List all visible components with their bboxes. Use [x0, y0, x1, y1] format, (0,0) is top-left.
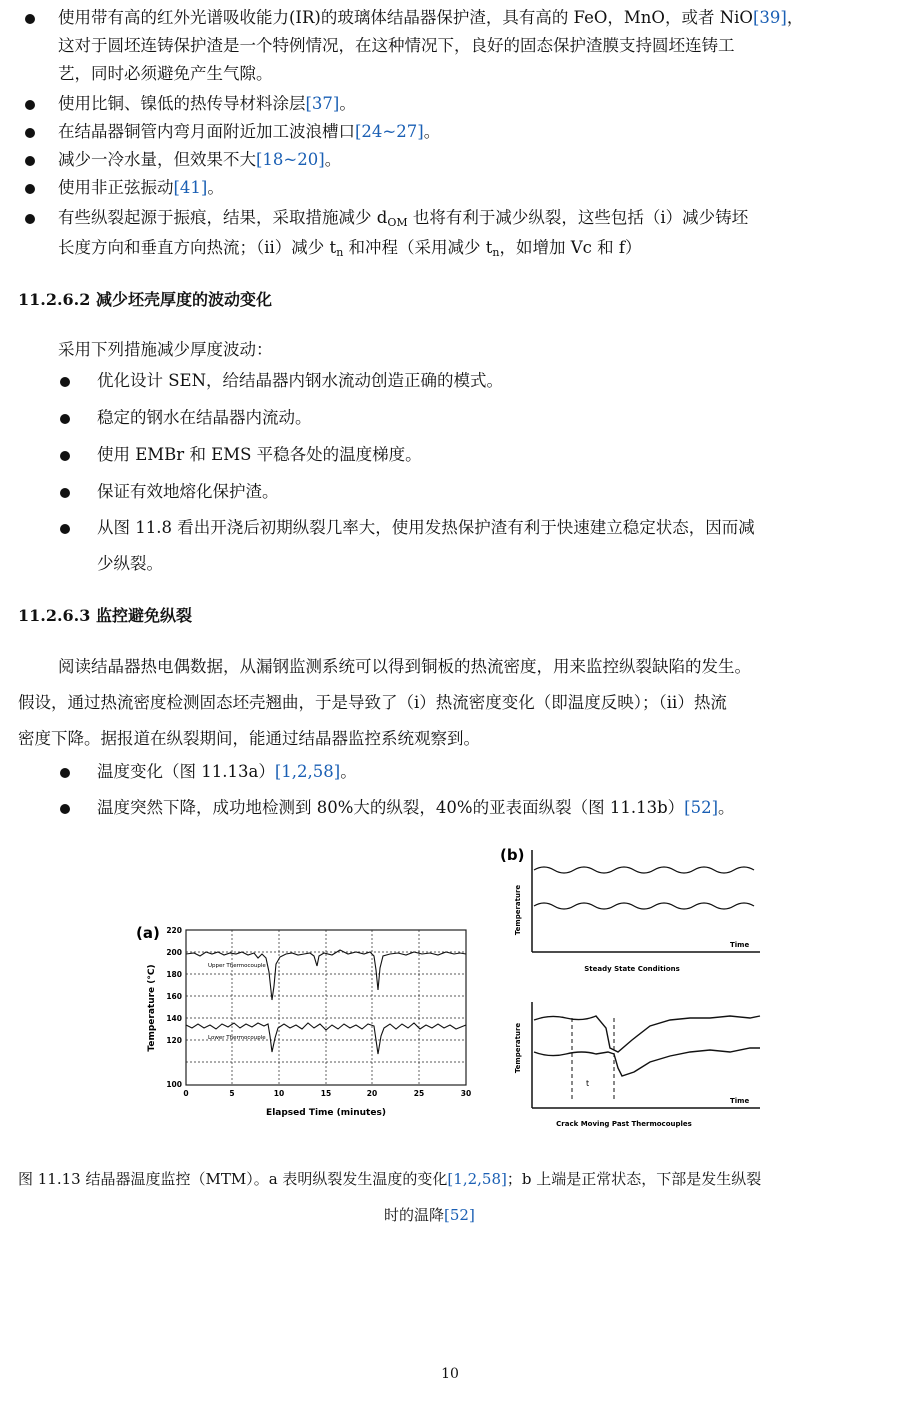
citation-link[interactable]: [1,2,58]: [447, 1170, 507, 1188]
panel-a-label: (a): [136, 924, 160, 942]
paragraph-line: 假设，通过热流密度检测固态坯壳翘曲，于是导致了（i）热流密度变化（即温度反映）；（ii）热流: [18, 693, 727, 712]
citation-link[interactable]: [1,2,58]: [274, 762, 341, 781]
bullet: [60, 488, 70, 498]
list-item-line: 使用带有高的红外光谱吸收能力(IR)的玻璃体结晶器保护渣，具有高的 FeO，MnO，或者 NiO[39]，: [58, 8, 804, 27]
y-tick-label: 160: [166, 992, 182, 1001]
x-tick-labels: [183, 1089, 471, 1098]
list-item-line: 长度方向和垂直方向热流；（ii）减少 $t_n$ 和冲程（采用减少 $t_n$，如增加 Vc 和 f）: [58, 238, 642, 259]
list-item-line: 从图 11.8 看出开浇后初期纵裂几率大，使用发热保护渣有利于快速建立稳定状态，因而减: [97, 518, 755, 537]
temperature-label: Temperature: [514, 884, 522, 936]
x-tick-label: 10: [273, 1089, 285, 1098]
bullet: [25, 156, 35, 166]
page-number: 10: [441, 1366, 459, 1382]
crack-caption: Crack Moving Past Thermocouples: [556, 1120, 692, 1128]
list-item: 使用 EMBr 和 EMS 平稳各处的温度梯度。: [97, 445, 422, 464]
bullet: [60, 524, 70, 534]
citation-link[interactable]: [41]: [173, 178, 208, 197]
bullet: [60, 414, 70, 424]
panel-b-label: (b): [500, 846, 525, 864]
steady-trace-upper: [534, 867, 754, 873]
bullet: [60, 768, 70, 778]
citation-link[interactable]: [18~20]: [256, 150, 325, 169]
figure-11-13: [120, 840, 780, 1140]
intro-text: 采用下列措施减少厚度波动：: [58, 340, 273, 359]
bullet: [25, 128, 35, 138]
list-item: 温度突然下降，成功地检测到 80%大的纵裂，40%的亚表面纵裂（图 11.13b）[52]。: [97, 798, 735, 817]
citation-link[interactable]: [24~27]: [355, 122, 424, 141]
y-axis-label: Temperature (°C): [147, 964, 157, 1052]
figure-a-panel: [136, 924, 471, 1118]
y-tick-labels: [166, 926, 182, 1089]
y-tick-label: 200: [166, 948, 182, 957]
list-item: 温度变化（图 11.13a）[1,2,58]。: [97, 762, 357, 781]
bullet: [25, 100, 35, 110]
list-item: 使用非正弦振动[41]。: [58, 178, 224, 197]
list-item-line: 少纵裂。: [97, 554, 163, 573]
list-item: 使用比铜、镍低的热传导材料涂层[37]。: [58, 94, 356, 113]
bullet: [60, 377, 70, 387]
x-tick-label: 5: [229, 1089, 235, 1098]
list-item-line: 有些纵裂起源于振痕，结果，采取措施减少 $d_{OM}$ 也将有利于减少纵裂，这些包括（i）减少铸坯: [58, 208, 749, 229]
list-item-line: 艺，同时必须避免产生气隙。: [58, 64, 273, 83]
figure-b-panel: [500, 846, 760, 1128]
steady-trace-lower: [534, 903, 754, 909]
list-item: 保证有效地熔化保护渣。: [97, 482, 279, 501]
citation-link[interactable]: [37]: [305, 94, 340, 113]
citation-link[interactable]: [52]: [684, 798, 719, 817]
series-label-upper: Upper Thermocouple: [208, 963, 266, 969]
crack-plot: [514, 1002, 760, 1128]
t-label: t: [586, 1079, 590, 1088]
paragraph-line: 阅读结晶器热电偶数据，从漏钢监测系统可以得到铜板的热流密度，用来监控纵裂缺陷的发生。: [58, 657, 751, 676]
section-heading: 11.2.6.2 减少坯壳厚度的波动变化: [18, 290, 272, 309]
x-tick-label: 15: [320, 1089, 332, 1098]
bullet: [60, 451, 70, 461]
y-tick-label: 120: [166, 1036, 182, 1045]
bullet: [60, 804, 70, 814]
list-item: 在结晶器铜管内弯月面附近加工波浪槽口[24~27]。: [58, 122, 441, 141]
series-label-lower: Lower Thermocouple: [208, 1035, 266, 1041]
x-tick-label: 25: [413, 1089, 425, 1098]
list-item: 优化设计 SEN，给结晶器内钢水流动创造正确的模式。: [97, 371, 504, 390]
bullet: [25, 14, 35, 24]
citation-link[interactable]: [39]: [752, 8, 787, 27]
steady-state-caption: Steady State Conditions: [584, 965, 680, 973]
crack-trace-upper: [534, 1016, 760, 1052]
y-tick-label: 140: [166, 1014, 182, 1023]
time-label: Time: [730, 941, 750, 949]
bullet: [25, 214, 35, 224]
paragraph-line: 密度下降。据报道在纵裂期间，能通过结晶器监控系统观察到。: [18, 729, 480, 748]
x-tick-label: 30: [460, 1089, 472, 1098]
y-tick-label: 220: [166, 926, 182, 935]
y-tick-label: 100: [166, 1080, 182, 1089]
x-axis-label: Elapsed Time (minutes): [266, 1108, 386, 1118]
list-item: 减少一冷水量，但效果不大[18~20]。: [58, 150, 342, 169]
x-tick-label: 20: [366, 1089, 378, 1098]
list-item: 稳定的钢水在结晶器内流动。: [97, 408, 312, 427]
section-heading: 11.2.6.3 监控避免纵裂: [18, 606, 192, 625]
y-tick-label: 180: [166, 970, 182, 979]
x-tick-label: 0: [183, 1089, 189, 1098]
bullet: [25, 184, 35, 194]
steady-state-plot: [514, 850, 760, 973]
figure-caption-line: 图 11.13 结晶器温度监控（MTM）。a 表明纵裂发生温度的变化[1,2,58]；b 上端是正常状态，下部是发生纵裂: [18, 1170, 762, 1188]
temperature-label: Temperature: [514, 1022, 522, 1074]
time-label: Time: [730, 1097, 750, 1105]
figure-caption-line: 时的温降[52]: [384, 1206, 475, 1224]
list-item-line: 这对于圆坯连铸保护渣是一个特例情况，在这种情况下，良好的固态保护渣膜支持圆坯连铸工: [58, 36, 735, 55]
citation-link[interactable]: [52]: [444, 1206, 475, 1224]
crack-trace-lower: [534, 1048, 760, 1076]
